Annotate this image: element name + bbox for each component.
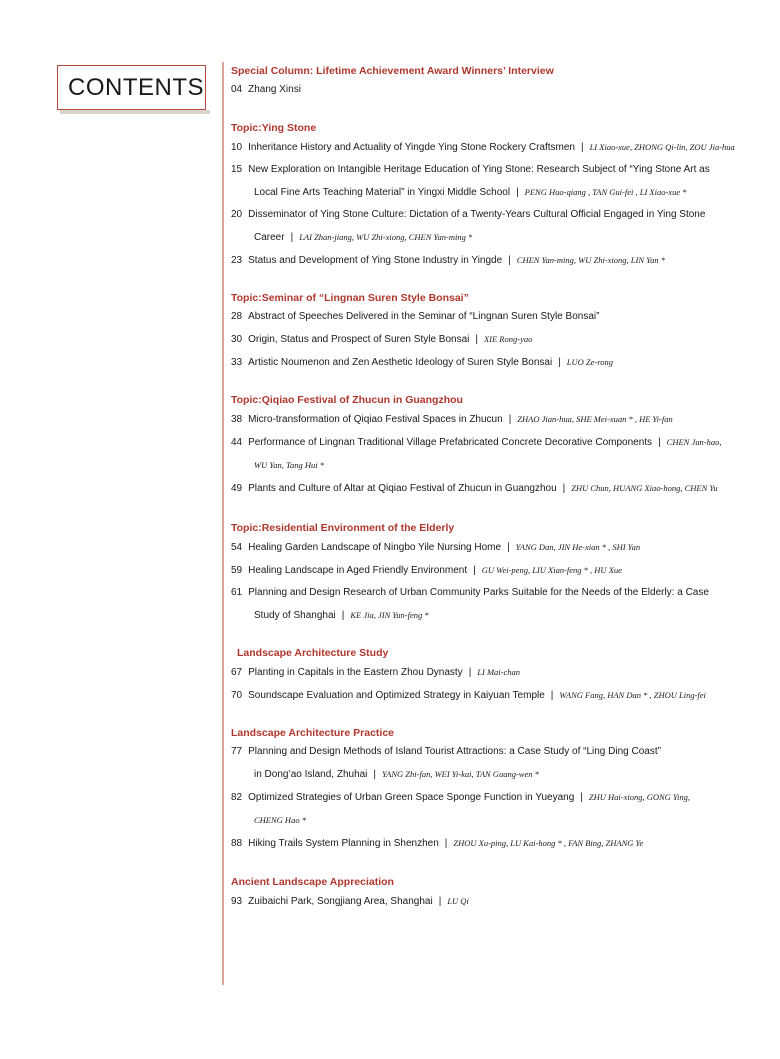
toc-section — [231, 290, 771, 374]
article-title: Healing Landscape in Aged Friendly Environment — [248, 565, 468, 576]
article-title: Optimized Strategies of Urban Green Space Sponge Function in Yueyang — [248, 792, 575, 803]
separator: | — [475, 334, 478, 345]
separator: | — [468, 667, 472, 678]
page-number: 23 — [231, 255, 243, 266]
article-title: Micro-transformation of Qiqiao Festival Spaces in Zhucun — [248, 414, 503, 425]
toc-section — [231, 520, 771, 627]
separator: | — [580, 142, 584, 153]
article-authors: WANG Fang, HAN Dan * , ZHOU Ling-fei — [559, 690, 706, 700]
article-title: Abstract of Speeches Delivered in the Seminar of “Lingnan Suren Style Bonsai” — [248, 311, 600, 322]
article-title: Inheritance History and Actuality of Yingde Ying Stone Rockery Craftsmen — [248, 142, 575, 153]
article-title: Status and Development of Ying Stone Industry in Yingde — [248, 255, 503, 266]
article-authors: PENG Huo-qiang , TAN Gui-fei , LI Xiao-xue * — [524, 187, 687, 197]
page-number: 59 — [231, 565, 243, 576]
article-authors: YANG Zhi-fan, WEI Yi-kai, TAN Guang-wen * — [382, 769, 539, 779]
section-title: Topic:Seminar of “Lingnan Suren Style Bonsai” — [231, 292, 469, 304]
article-title: Soundscape Evaluation and Optimized Strategy in Kaiyuan Temple — [248, 690, 545, 701]
toc-section — [231, 645, 771, 707]
article-authors-cont: WU Yan, Tang Hui * — [254, 460, 324, 470]
article-title: Zuibaichi Park, Songjiang Area, Shanghai — [248, 896, 433, 907]
article-authors-cont: CHENG Hao * — [254, 815, 306, 825]
toc-entry[interactable] — [231, 741, 771, 763]
article-authors: GU Wei-peng, LIU Xian-feng * , HU Xue — [481, 565, 622, 575]
article-authors: LU Qi — [447, 896, 469, 906]
toc-section — [231, 392, 771, 500]
toc-section — [231, 725, 771, 855]
toc-entry[interactable] — [231, 351, 771, 374]
article-authors: LI Mai-chan — [477, 667, 521, 677]
article-title: Zhang Xinsi — [248, 84, 301, 95]
toc-entry[interactable] — [231, 249, 771, 272]
separator: | — [290, 232, 294, 243]
page-number: 54 — [231, 542, 243, 553]
article-authors: KE Jia, JIN Yun-feng * — [350, 610, 429, 620]
separator: | — [438, 896, 442, 907]
separator: | — [473, 565, 476, 576]
section-title: Special Column: Lifetime Achievement Award Winners’ Interview — [231, 65, 554, 77]
toc-entry-continued[interactable] — [231, 604, 771, 627]
section-title: Topic:Residential Environment of the Elderly — [231, 522, 455, 534]
separator: | — [558, 357, 561, 368]
toc-entry-authors-cont — [231, 809, 771, 832]
toc-entry-continued[interactable] — [231, 763, 771, 786]
page-title: CONTENTS — [68, 74, 204, 101]
toc-entry[interactable] — [231, 536, 771, 559]
article-title: Hiking Trails System Planning in Shenzhen — [248, 838, 439, 849]
toc-entry[interactable] — [231, 661, 771, 684]
toc-entry[interactable] — [231, 159, 771, 181]
article-authors: LI Xiao-xue, ZHONG Qi-lin, ZOU Jia-hua — [589, 142, 735, 152]
article-title: Healing Garden Landscape of Ningbo Yile Nursing Home — [248, 542, 502, 553]
section-title: Topic:Qiqiao Festival of Zhucun in Guangzhou — [231, 394, 463, 406]
article-title: New Exploration on Intangible Heritage Education of Ying Stone: Research Subject of “Ying Stone Art as — [248, 164, 710, 175]
separator: | — [508, 255, 511, 266]
page-number: 10 — [231, 142, 243, 153]
toc-entry[interactable] — [231, 559, 771, 582]
article-title: Planting in Capitals in the Eastern Zhou Dynasty — [248, 667, 463, 678]
separator: | — [508, 414, 512, 425]
article-title-cont: Local Fine Arts Teaching Material” in Yingxi Middle School — [254, 187, 511, 198]
article-title: Performance of Lingnan Traditional Village Prefabricated Concrete Decorative Components — [248, 437, 653, 448]
toc-entry-authors-cont — [231, 454, 771, 477]
page-number: 61 — [231, 587, 243, 598]
toc-entry[interactable] — [231, 79, 771, 101]
table-of-contents — [231, 63, 771, 913]
article-title: Artistic Noumenon and Zen Aesthetic Ideology of Suren Style Bonsai — [248, 357, 553, 368]
page-number: 77 — [231, 746, 243, 757]
section-title: Ancient Landscape Appreciation — [231, 876, 394, 888]
toc-entry[interactable] — [231, 408, 771, 431]
contents-title-box — [57, 65, 206, 110]
title-shadow — [60, 110, 210, 114]
toc-section — [231, 120, 771, 272]
article-authors: CHEN Jun-hao, — [666, 437, 722, 447]
article-authors: XIE Rong-yao — [483, 334, 533, 344]
page-number: 93 — [231, 896, 243, 907]
toc-entry[interactable] — [231, 136, 771, 159]
toc-section — [231, 63, 771, 101]
article-title: Plants and Culture of Altar at Qiqiao Festival of Zhucun in Guangzhou — [248, 483, 557, 494]
page-number: 28 — [231, 311, 243, 322]
vertical-divider — [222, 62, 224, 985]
toc-entry[interactable] — [231, 684, 771, 707]
toc-entry-continued[interactable] — [231, 181, 771, 204]
page-number: 30 — [231, 334, 243, 345]
page-number: 67 — [231, 667, 243, 678]
separator: | — [341, 610, 345, 621]
article-authors: ZHU Hai-xiong, GONG Ying, — [588, 792, 691, 802]
separator: | — [373, 769, 377, 780]
page-number: 20 — [231, 209, 243, 220]
page-number: 82 — [231, 792, 243, 803]
separator: | — [580, 792, 583, 803]
toc-entry[interactable] — [231, 328, 771, 351]
toc-entry[interactable] — [231, 477, 771, 500]
toc-entry[interactable] — [231, 582, 771, 604]
toc-entry[interactable] — [231, 890, 771, 913]
article-authors: CHEN Yan-ming, WU Zhi-xiong, LIN Yan * — [516, 255, 665, 265]
toc-entry[interactable] — [231, 786, 771, 809]
section-title: Landscape Architecture Study — [237, 647, 389, 659]
page-number: 70 — [231, 690, 243, 701]
page-number: 88 — [231, 838, 243, 849]
page-number: 38 — [231, 414, 243, 425]
toc-entry[interactable] — [231, 306, 771, 328]
article-title: Planning and Design Methods of Island Tourist Attractions: a Case Study of “Ling Ding Coast” — [248, 746, 661, 757]
separator: | — [562, 483, 566, 494]
separator: | — [444, 838, 448, 849]
toc-entry[interactable] — [231, 431, 771, 454]
article-authors: ZHU Chun, HUANG Xiao-hong, CHEN Yu — [571, 483, 718, 493]
toc-entry[interactable] — [231, 204, 771, 226]
separator: | — [507, 542, 510, 553]
page-number: 44 — [231, 437, 243, 448]
page-number: 15 — [231, 164, 243, 175]
section-title: Landscape Architecture Practice — [231, 727, 395, 739]
separator: | — [550, 690, 554, 701]
article-title-cont: Study of Shanghai — [254, 610, 336, 621]
separator: | — [658, 437, 661, 448]
separator: | — [516, 187, 519, 198]
toc-entry[interactable] — [231, 832, 771, 855]
article-authors: LUO Ze-rong — [566, 357, 613, 367]
article-title-cont: in Dong’ao Island, Zhuhai — [254, 769, 368, 780]
toc-entry-continued[interactable] — [231, 226, 771, 249]
article-authors: ZHOU Xu-ping, LU Kai-hong * , FAN Bing, ZHANG Ye — [453, 838, 644, 848]
article-authors: ZHAO Jian-hua, SHE Mei-xuan * , HE Yi-fan — [517, 414, 673, 424]
toc-section — [231, 874, 771, 913]
page-number: 33 — [231, 357, 243, 368]
article-authors: LAI Zhan-jiang, WU Zhi-xiong, CHEN Yan-ming * — [299, 232, 473, 242]
article-title-cont: Career — [254, 232, 285, 243]
page-number: 04 — [231, 84, 243, 95]
article-title: Planning and Design Research of Urban Community Parks Suitable for the Needs of the Elderly: a Case — [248, 587, 709, 598]
article-title: Origin, Status and Prospect of Suren Style Bonsai — [248, 334, 470, 345]
article-authors: YANG Dan, JIN He-xian * , SHI Yan — [515, 542, 641, 552]
article-title: Disseminator of Ying Stone Culture: Dictation of a Twenty-Years Cultural Official Engaged in Ying Stone — [248, 209, 706, 220]
section-title: Topic:Ying Stone — [231, 122, 317, 134]
page-number: 49 — [231, 483, 243, 494]
